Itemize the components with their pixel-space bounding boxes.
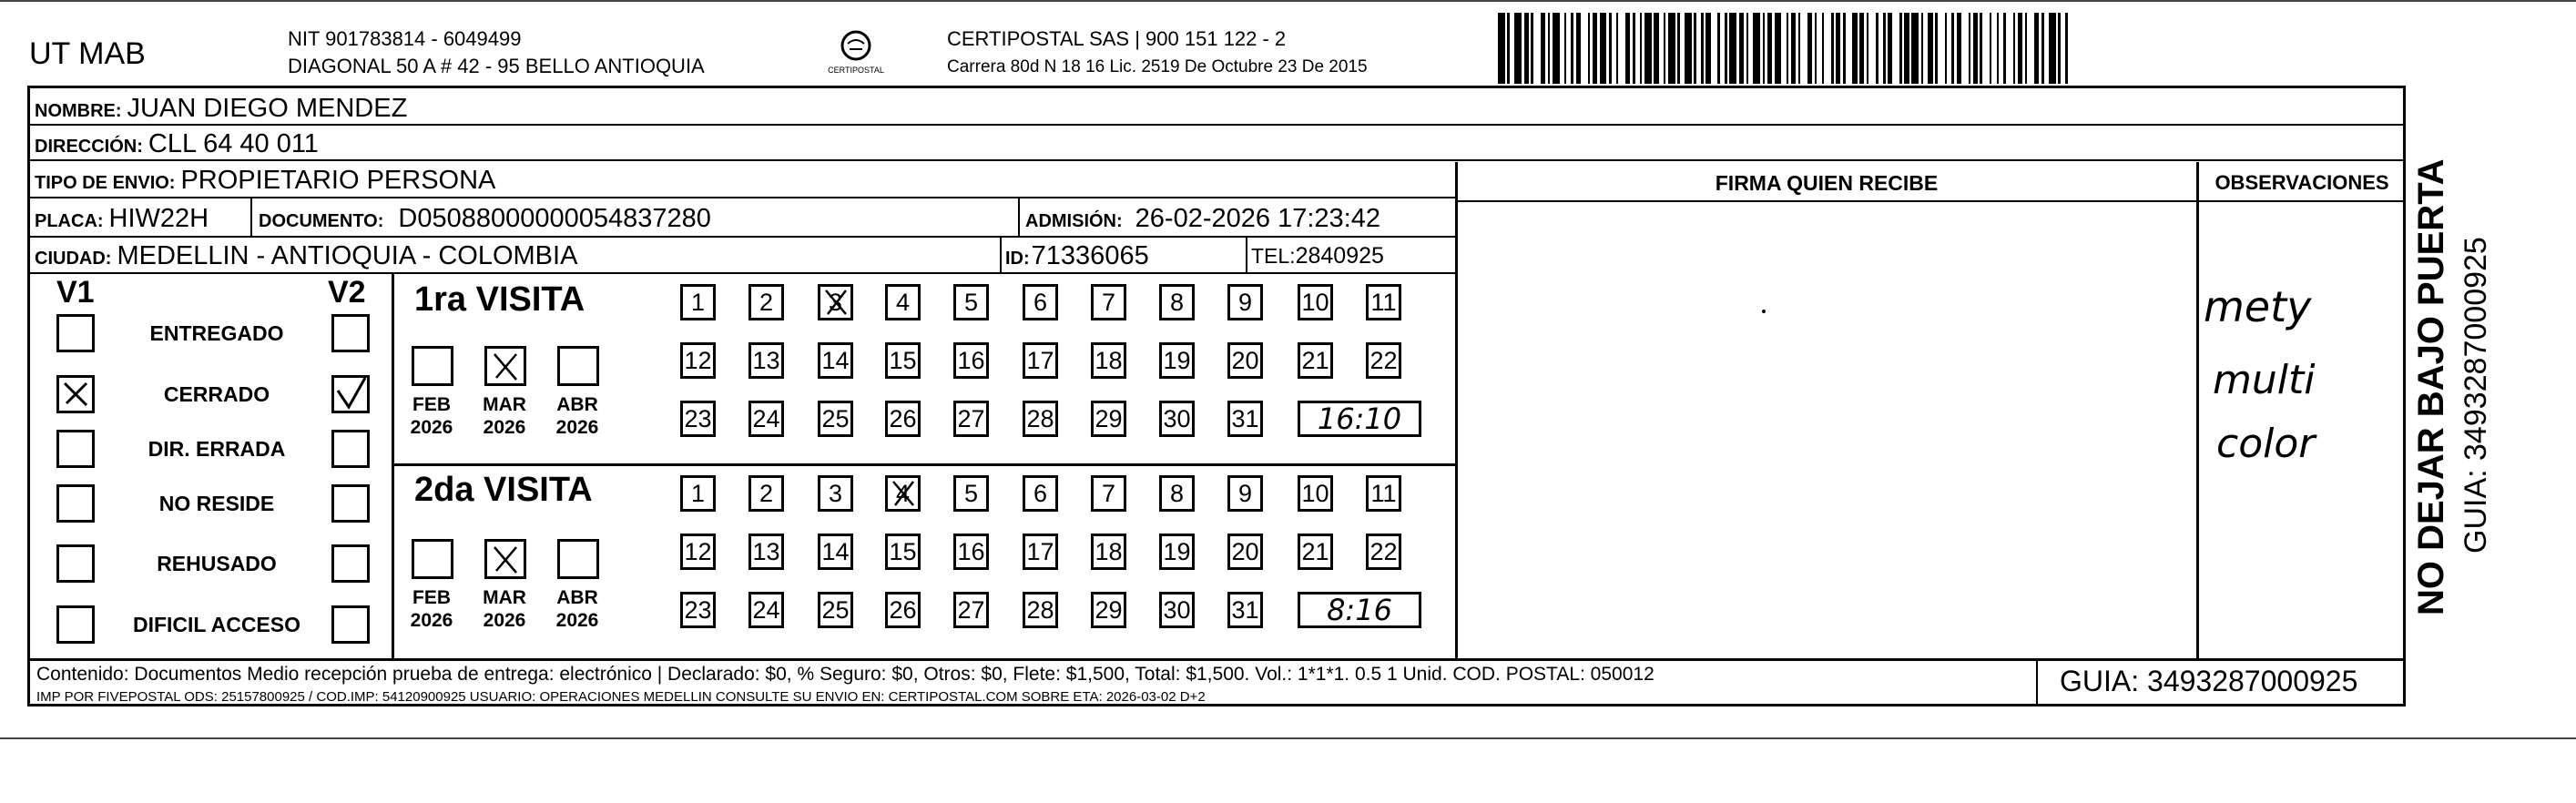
first-visit-day-12[interactable]: 12 bbox=[680, 342, 716, 379]
barcode-bar bbox=[1729, 13, 1736, 84]
first-visit-day-27[interactable]: 27 bbox=[953, 401, 989, 437]
v2-checkbox-dificil-acceso[interactable] bbox=[331, 605, 370, 644]
logo-text: CERTIPOSTAL bbox=[828, 66, 884, 75]
v2-header: V2 bbox=[328, 275, 366, 310]
second-visit-time[interactable]: 8:16 bbox=[1298, 592, 1421, 628]
barcode-bar bbox=[1618, 13, 1625, 84]
barcode-bar bbox=[1938, 13, 1945, 84]
first-visit-day-28[interactable]: 28 bbox=[1023, 401, 1058, 437]
second-visit-day-28[interactable]: 28 bbox=[1023, 592, 1058, 628]
second-visit-day-3[interactable]: 3 bbox=[818, 475, 853, 512]
second-visit-title: 2da VISITA bbox=[414, 471, 593, 509]
v1-checkbox-dificil-acceso[interactable] bbox=[56, 605, 95, 644]
barcode-bar bbox=[1961, 13, 1969, 84]
v1-checkbox-rehusado[interactable] bbox=[56, 544, 95, 583]
second-visit-month-abr-checkbox[interactable] bbox=[557, 539, 599, 579]
second-visit-day-26[interactable]: 26 bbox=[885, 592, 921, 628]
status-label-entregado: ENTREGADO bbox=[149, 321, 284, 345]
tel-label: TEL: bbox=[1251, 244, 1296, 268]
carrier-license: Carrera 80d N 18 16 Lic. 2519 De Octubre 23 De 2015 bbox=[947, 57, 1368, 76]
first-visit-title: 1ra VISITA bbox=[414, 280, 585, 319]
first-visit-day-5[interactable]: 5 bbox=[953, 284, 989, 320]
tipo-envio-value: PROPIETARIO PERSONA bbox=[180, 166, 496, 195]
footer-contenido: Contenido: Documentos Medio recepción prueba de entrega: electrónico | Declarado: $0, % Seguro: $0, Otros: $0, Flete: $1,500, Total: $1,500. Vol.: 1*1*1. 0.5 1 Unid. COD. POSTAL: 050012 bbox=[36, 664, 1655, 685]
first-visit-month-mar-label: MAR 2026 bbox=[483, 394, 526, 438]
second-visit-day-22[interactable]: 22 bbox=[1366, 534, 1401, 570]
first-visit-day-26[interactable]: 26 bbox=[885, 401, 921, 437]
certipostal-logo bbox=[820, 25, 892, 80]
second-visit-month-feb-checkbox[interactable] bbox=[412, 539, 453, 579]
barcode-bar bbox=[1824, 13, 1831, 84]
barcode-bar bbox=[2068, 13, 2071, 84]
v2-checkbox-dir-errada[interactable] bbox=[331, 430, 370, 468]
company-name: UT MAB bbox=[29, 36, 146, 71]
barcode-bar bbox=[1711, 13, 1718, 84]
direccion-label: DIRECCIÓN: bbox=[35, 137, 143, 157]
barcode bbox=[1498, 13, 2174, 84]
documento-value: D05088000000054837280 bbox=[398, 204, 711, 233]
barcode-bar bbox=[2027, 13, 2034, 84]
v1-checkbox-no-reside[interactable] bbox=[56, 484, 95, 523]
first-visit-day-31[interactable]: 31 bbox=[1227, 401, 1263, 437]
observation-line-2: multi bbox=[2213, 357, 2316, 403]
documento-label: DOCUMENTO: bbox=[259, 211, 384, 231]
v2-checkbox-cerrado[interactable] bbox=[331, 375, 370, 413]
second-visit-day-23[interactable]: 23 bbox=[680, 592, 716, 628]
observation-line-1: mety bbox=[2204, 282, 2312, 331]
barcode-bar bbox=[1846, 13, 1853, 84]
barcode-bar bbox=[1644, 13, 1652, 84]
barcode-bar bbox=[1685, 13, 1692, 84]
second-visit-day-27[interactable]: 27 bbox=[953, 592, 989, 628]
status-label-cerrado: CERRADO bbox=[163, 382, 270, 406]
tipo-envio-label: TIPO DE ENVIO: bbox=[35, 173, 176, 193]
first-visit-month-abr-checkbox[interactable] bbox=[557, 346, 599, 386]
barcode-bar bbox=[1498, 13, 1505, 84]
barcode-bar bbox=[1868, 13, 1876, 84]
second-visit-day-6[interactable]: 6 bbox=[1023, 475, 1058, 512]
footer-imp: IMP POR FIVEPOSTAL ODS: 25157800925 / COD.IMP: 54120900925 USUARIO: OPERACIONES MEDELLIN CONSULTE SU ENVIO EN: CERTIPOSTAL.COM SOBRE ETA: 2026-03-02 D+2 bbox=[36, 689, 1206, 705]
second-visit-day-10[interactable]: 10 bbox=[1298, 475, 1333, 512]
signature-dot bbox=[1762, 310, 1766, 313]
second-visit-day-15[interactable]: 15 bbox=[885, 534, 921, 570]
ciudad-label: CIUDAD: bbox=[35, 249, 112, 269]
observaciones-label: OBSERVACIONES bbox=[2215, 171, 2389, 194]
first-visit-day-25[interactable]: 25 bbox=[818, 401, 853, 437]
second-visit-day-4[interactable]: 4 bbox=[885, 475, 921, 512]
second-visit-day-30[interactable]: 30 bbox=[1159, 592, 1195, 628]
first-visit-day-20[interactable]: 20 bbox=[1227, 342, 1263, 379]
second-visit-day-29[interactable]: 29 bbox=[1091, 592, 1126, 628]
id-value: 71336065 bbox=[1031, 241, 1149, 270]
first-visit-day-11[interactable]: 11 bbox=[1366, 284, 1401, 320]
first-visit-day-3[interactable]: 3 bbox=[818, 284, 853, 320]
barcode-bar bbox=[1533, 13, 1541, 84]
status-label-rehusado: REHUSADO bbox=[157, 552, 277, 575]
barcode-bar bbox=[2049, 13, 2056, 84]
first-visit-day-18[interactable]: 18 bbox=[1091, 342, 1126, 379]
second-visit-day-18[interactable]: 18 bbox=[1091, 534, 1126, 570]
second-visit-day-31[interactable]: 31 bbox=[1227, 592, 1263, 628]
placa-value: HIW22H bbox=[108, 204, 209, 233]
second-visit-day-1[interactable]: 1 bbox=[680, 475, 716, 512]
second-visit-day-9[interactable]: 9 bbox=[1227, 475, 1263, 512]
status-label-no-reside: NO RESIDE bbox=[158, 492, 275, 515]
first-visit-day-10[interactable]: 10 bbox=[1298, 284, 1333, 320]
barcode-bar bbox=[1775, 13, 1782, 84]
first-visit-day-17[interactable]: 17 bbox=[1023, 342, 1058, 379]
first-visit-day-24[interactable]: 24 bbox=[748, 401, 784, 437]
second-visit-month-mar-checkbox[interactable] bbox=[484, 539, 526, 579]
second-visit-month-mar-label: MAR 2026 bbox=[483, 587, 526, 631]
nombre-value: JUAN DIEGO MENDEZ bbox=[127, 94, 408, 123]
footer-guia: GUIA: 3493287000925 bbox=[2060, 665, 2358, 697]
second-visit-day-17[interactable]: 17 bbox=[1023, 534, 1058, 570]
first-visit-day-7[interactable]: 7 bbox=[1091, 284, 1126, 320]
second-visit-day-8[interactable]: 8 bbox=[1159, 475, 1195, 512]
status-label-dir-errada: DIR. ERRADA bbox=[148, 437, 286, 461]
v2-checkbox-no-reside[interactable] bbox=[331, 484, 370, 523]
first-visit-day-9[interactable]: 9 bbox=[1227, 284, 1263, 320]
second-visit-day-7[interactable]: 7 bbox=[1091, 475, 1126, 512]
v1-header: V1 bbox=[56, 275, 95, 310]
first-visit-day-16[interactable]: 16 bbox=[953, 342, 989, 379]
barcode-bar bbox=[1800, 13, 1807, 84]
admision-value: 26-02-2026 17:23:42 bbox=[1135, 204, 1380, 233]
first-visit-time[interactable]: 16:10 bbox=[1298, 401, 1421, 437]
tel-value: 2840925 bbox=[1295, 243, 1384, 269]
first-visit-day-1[interactable]: 1 bbox=[680, 284, 716, 320]
barcode-bar bbox=[2006, 13, 2013, 84]
first-visit-month-abr-label: ABR 2026 bbox=[555, 394, 599, 438]
first-visit-day-2[interactable]: 2 bbox=[748, 284, 784, 320]
first-visit-day-6[interactable]: 6 bbox=[1023, 284, 1058, 320]
second-visit-day-2[interactable]: 2 bbox=[748, 475, 784, 512]
barcode-bar bbox=[1581, 13, 1588, 84]
first-visit-day-4[interactable]: 4 bbox=[885, 284, 921, 320]
second-visit-day-11[interactable]: 11 bbox=[1366, 475, 1401, 512]
first-visit-day-8[interactable]: 8 bbox=[1159, 284, 1195, 320]
barcode-bar bbox=[1553, 13, 1560, 84]
first-visit-month-feb-checkbox[interactable] bbox=[412, 346, 453, 386]
second-visit-day-13[interactable]: 13 bbox=[748, 534, 784, 570]
v2-checkbox-entregado[interactable] bbox=[331, 314, 370, 352]
barcode-bar bbox=[1753, 13, 1760, 84]
barcode-bar bbox=[1668, 13, 1675, 84]
observation-line-3: color bbox=[2216, 421, 2316, 467]
first-visit-month-mar-checkbox[interactable] bbox=[484, 346, 526, 386]
first-visit-day-23[interactable]: 23 bbox=[680, 401, 716, 437]
admision-label: ADMISIÓN: bbox=[1025, 211, 1123, 231]
first-visit-day-22[interactable]: 22 bbox=[1366, 342, 1401, 379]
side-warning: NO DEJAR BAJO PUERTA bbox=[2411, 158, 2451, 615]
first-visit-day-29[interactable]: 29 bbox=[1091, 401, 1126, 437]
carrier-name: CERTIPOSTAL SAS | 900 151 122 - 2 bbox=[947, 27, 1287, 50]
nombre-label: NOMBRE: bbox=[35, 101, 122, 121]
company-nit: NIT 901783814 - 6049499 bbox=[288, 27, 522, 50]
firma-label: FIRMA QUIEN RECIBE bbox=[1715, 171, 1939, 195]
first-visit-day-15[interactable]: 15 bbox=[885, 342, 921, 379]
second-visit-day-16[interactable]: 16 bbox=[953, 534, 989, 570]
side-guia: GUIA: 3493287000925 bbox=[2459, 237, 2493, 554]
barcode-bar bbox=[1911, 13, 1919, 84]
second-visit-day-19[interactable]: 19 bbox=[1159, 534, 1195, 570]
first-visit-month-feb-label: FEB 2026 bbox=[410, 394, 453, 438]
first-visit-day-13[interactable]: 13 bbox=[748, 342, 784, 379]
second-visit-day-20[interactable]: 20 bbox=[1227, 534, 1263, 570]
first-visit-day-14[interactable]: 14 bbox=[818, 342, 853, 379]
status-label-dificil-acceso: DIFICIL ACCESO bbox=[132, 613, 300, 636]
barcode-bar bbox=[1982, 13, 1990, 84]
second-visit-month-feb-label: FEB 2026 bbox=[410, 587, 453, 631]
second-visit-day-12[interactable]: 12 bbox=[680, 534, 716, 570]
id-label: ID: bbox=[1005, 249, 1030, 269]
first-visit-day-21[interactable]: 21 bbox=[1298, 342, 1333, 379]
v1-checkbox-cerrado[interactable] bbox=[56, 375, 95, 413]
v1-checkbox-entregado[interactable] bbox=[56, 314, 95, 352]
v2-checkbox-rehusado[interactable] bbox=[331, 544, 370, 583]
second-visit-day-25[interactable]: 25 bbox=[818, 592, 853, 628]
first-visit-day-30[interactable]: 30 bbox=[1159, 401, 1195, 437]
v1-checkbox-dir-errada[interactable] bbox=[56, 430, 95, 468]
first-visit-day-19[interactable]: 19 bbox=[1159, 342, 1195, 379]
second-visit-day-5[interactable]: 5 bbox=[953, 475, 989, 512]
barcode-bar bbox=[1514, 13, 1522, 84]
second-visit-day-14[interactable]: 14 bbox=[818, 534, 853, 570]
ciudad-value: MEDELLIN - ANTIOQUIA - COLOMBIA bbox=[117, 241, 578, 270]
direccion-value: CLL 64 40 011 bbox=[148, 129, 319, 158]
barcode-bar bbox=[1600, 13, 1607, 84]
second-visit-month-abr-label: ABR 2026 bbox=[555, 587, 599, 631]
second-visit-day-21[interactable]: 21 bbox=[1298, 534, 1333, 570]
placa-label: PLACA: bbox=[35, 211, 104, 231]
barcode-bar bbox=[1892, 13, 1899, 84]
second-visit-day-24[interactable]: 24 bbox=[748, 592, 784, 628]
company-address: DIAGONAL 50 A # 42 - 95 BELLO ANTIOQUIA bbox=[288, 55, 705, 77]
